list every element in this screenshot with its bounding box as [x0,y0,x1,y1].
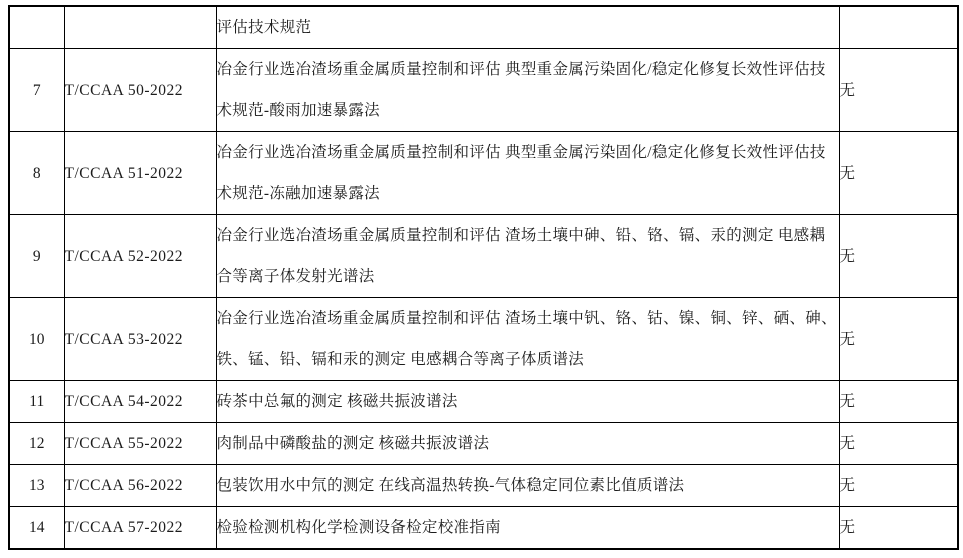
standard-code-cell: T/CCAA 57-2022 [64,507,216,550]
standard-code-cell: T/CCAA 51-2022 [64,132,216,215]
row-number-cell: 9 [9,215,64,298]
row-number-cell: 8 [9,132,64,215]
row-number-cell: 7 [9,49,64,132]
standard-code-cell: T/CCAA 50-2022 [64,49,216,132]
remark-cell: 无 [839,381,958,423]
standard-code-cell: T/CCAA 56-2022 [64,465,216,507]
standard-code-cell: T/CCAA 55-2022 [64,423,216,465]
remark-cell: 无 [839,49,958,132]
standard-title-cell: 冶金行业选冶渣场重金属质量控制和评估 典型重金属污染固化/稳定化修复长效性评估技术规范-酸雨加速暴露法 [216,49,839,132]
table-row [9,298,958,381]
table-row [9,507,958,550]
standards-table [8,5,959,550]
standard-code-cell: T/CCAA 54-2022 [64,381,216,423]
standard-title-cell: 包装饮用水中氘的测定 在线高温热转换-气体稳定同位素比值质谱法 [216,465,839,507]
table-row [9,215,958,298]
standard-title-cell: 肉制品中磷酸盐的测定 核磁共振波谱法 [216,423,839,465]
row-number-cell: 14 [9,507,64,550]
standard-code-cell: T/CCAA 53-2022 [64,298,216,381]
standards-table-body [9,6,958,549]
standard-title-cell: 评估技术规范 [216,6,839,49]
remark-cell: 无 [839,215,958,298]
row-number-cell [9,6,64,49]
standard-title-cell: 冶金行业选冶渣场重金属质量控制和评估 典型重金属污染固化/稳定化修复长效性评估技术规范-冻融加速暴露法 [216,132,839,215]
remark-cell: 无 [839,298,958,381]
remark-cell: 无 [839,465,958,507]
standard-title-cell: 冶金行业选冶渣场重金属质量控制和评估 渣场土壤中砷、铅、铬、镉、汞的测定 电感耦合等离子体发射光谱法 [216,215,839,298]
remark-cell: 无 [839,507,958,550]
table-row [9,132,958,215]
row-number-cell: 12 [9,423,64,465]
table-row [9,465,958,507]
row-number-cell: 13 [9,465,64,507]
table-row-continuation [9,6,958,49]
standard-title-cell: 检验检测机构化学检测设备检定校准指南 [216,507,839,550]
table-row [9,49,958,132]
table-row [9,423,958,465]
standard-code-cell [64,6,216,49]
row-number-cell: 10 [9,298,64,381]
standard-title-cell: 砖茶中总氟的测定 核磁共振波谱法 [216,381,839,423]
standard-title-cell: 冶金行业选冶渣场重金属质量控制和评估 渣场土壤中钒、铬、钴、镍、铜、锌、硒、砷、铁、锰、铅、镉和汞的测定 电感耦合等离子体质谱法 [216,298,839,381]
table-row [9,381,958,423]
standard-code-cell: T/CCAA 52-2022 [64,215,216,298]
row-number-cell: 11 [9,381,64,423]
remark-cell: 无 [839,423,958,465]
remark-cell: 无 [839,132,958,215]
remark-cell [839,6,958,49]
